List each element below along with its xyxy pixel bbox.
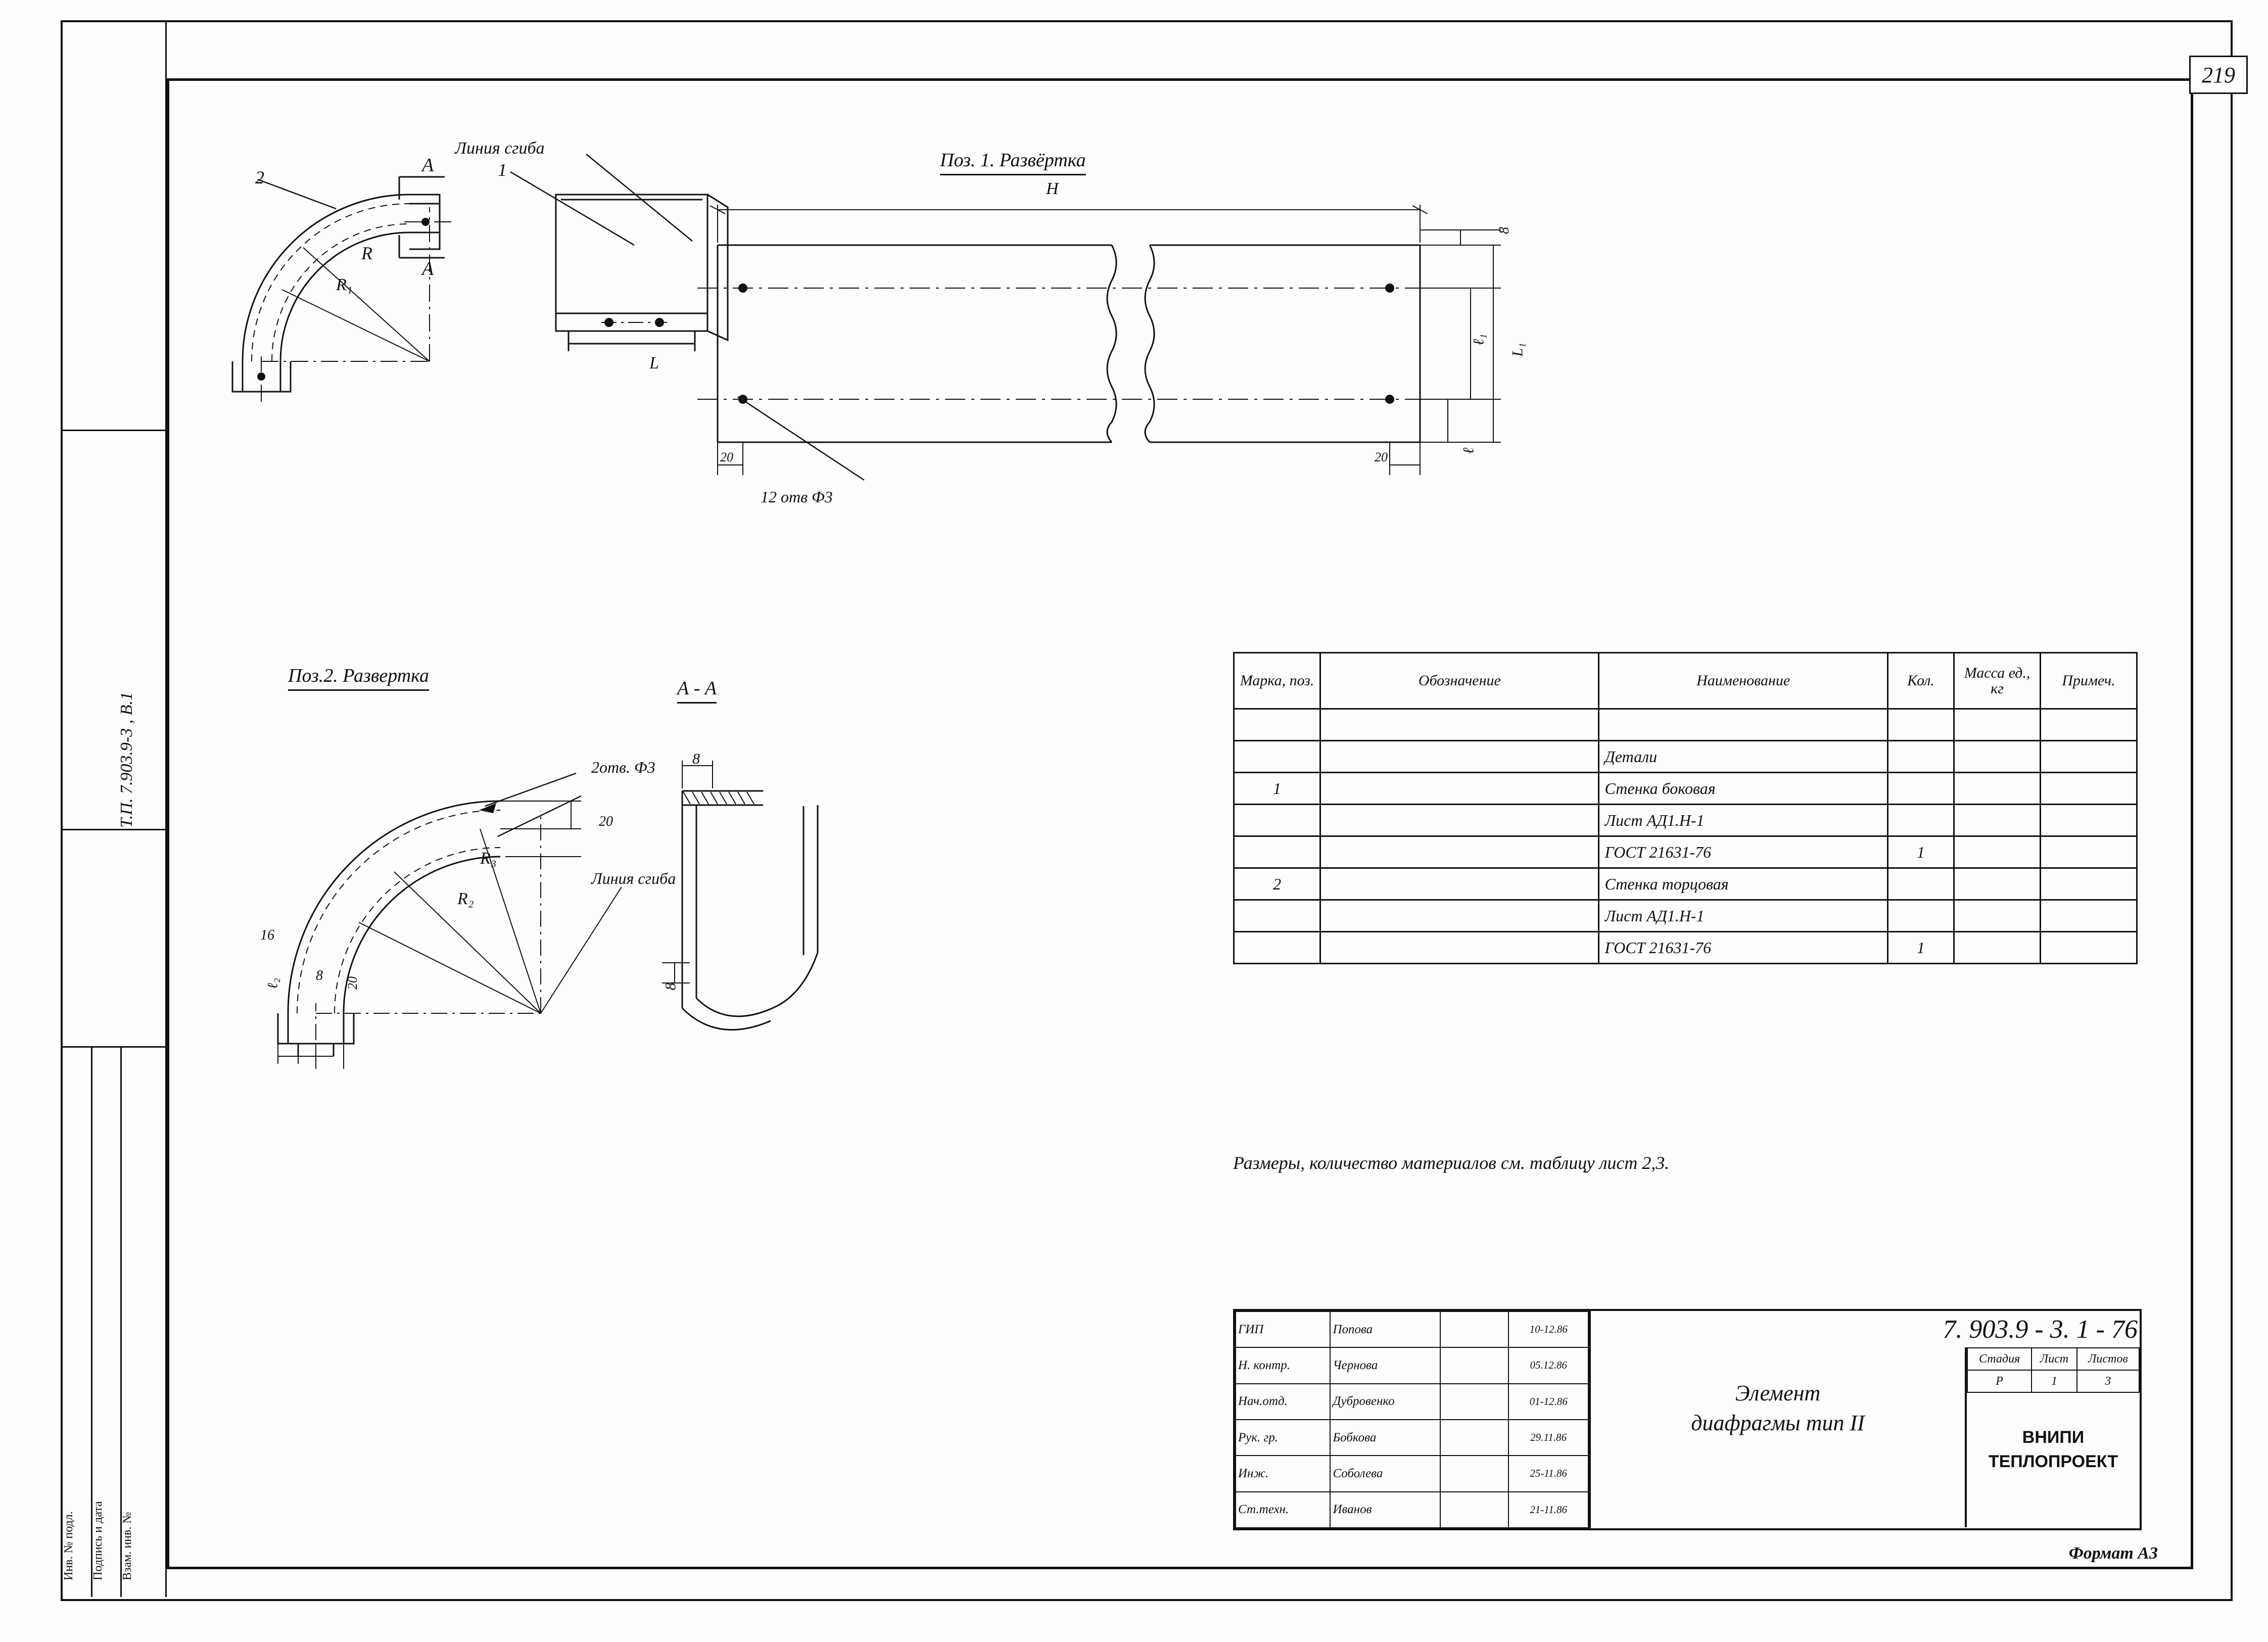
cell-note (2040, 773, 2137, 805)
cell-note (2040, 741, 2137, 773)
th-name: Наименование (1599, 653, 1887, 709)
cell-name: Лист АД1.Н-1 (1599, 805, 1887, 836)
cell-qty (1887, 805, 1954, 836)
cell-mark: 2 (1234, 868, 1320, 900)
signer-role: ГИП (1236, 1311, 1330, 1347)
cell-note (2040, 805, 2137, 836)
table-header-row (1234, 653, 2137, 709)
dim-20-right: 20 (1375, 450, 1388, 464)
cell-qty (1887, 741, 1954, 773)
title-block-signers (1235, 1311, 1591, 1528)
cell-mark (1234, 709, 1320, 741)
signer-name: Бобкова (1330, 1420, 1440, 1456)
organization (1967, 1410, 2140, 1490)
cell-name: Детали (1599, 741, 1887, 773)
cell-qty (1887, 900, 1954, 932)
cell-designation (1320, 932, 1599, 964)
cell-qty: 1 (1887, 836, 1954, 868)
left-stamp-col-3: Взам. инв. № (121, 1512, 134, 1580)
th-qty: Кол. (1887, 653, 1954, 709)
signer-row (1236, 1384, 1588, 1420)
dim-20-small: 20 (345, 976, 360, 990)
dim-H: H (1046, 179, 1059, 198)
dim-20-mid: 20 (599, 814, 613, 829)
signer-date: 05.12.86 (1508, 1347, 1588, 1383)
signer-signature (1440, 1311, 1509, 1347)
parts-table (1233, 652, 2138, 964)
signer-date: 01-12.86 (1508, 1384, 1588, 1420)
cell-note (2040, 932, 2137, 964)
signer-row (1236, 1420, 1588, 1456)
cell-mark: 1 (1234, 773, 1320, 805)
cell-designation (1320, 836, 1599, 868)
format-label: Формат А3 (2068, 1544, 2158, 1563)
cell-mass (1954, 932, 2041, 964)
cell-qty (1887, 868, 1954, 900)
cell-designation (1320, 868, 1599, 900)
organization-line2: ТЕПЛОПРОЕКТ (1988, 1452, 2118, 1471)
signer-signature (1440, 1456, 1509, 1491)
signer-name: Чернова (1330, 1347, 1440, 1383)
dim-R3: R₃ (480, 849, 497, 868)
cell-mark (1234, 741, 1320, 773)
cell-designation (1320, 805, 1599, 836)
left-stamp-col-2: Подпись и дата (91, 1501, 105, 1580)
table-row (1234, 773, 2137, 805)
signer-signature (1440, 1492, 1509, 1528)
table-row (1234, 805, 2137, 836)
cell-qty: 1 (1887, 932, 1954, 964)
dim-L1: L₁ (1509, 343, 1526, 357)
dim-8-section-top: 8 (692, 750, 700, 767)
cell-mark (1234, 900, 1320, 932)
cell-name: Лист АД1.Н-1 (1599, 900, 1887, 932)
signer-signature (1440, 1347, 1509, 1383)
cell-mass (1954, 868, 2041, 900)
signer-row (1236, 1311, 1588, 1347)
holes-note-2: 2отв. Ф3 (591, 758, 655, 776)
signer-date: 29.11.86 (1508, 1420, 1588, 1456)
cell-designation (1320, 900, 1599, 932)
title-block (1233, 1309, 2142, 1530)
cell-mass (1954, 836, 2041, 868)
cell-designation (1320, 741, 1599, 773)
drawing-title (1591, 1347, 1965, 1469)
cell-name: Стенка боковая (1599, 773, 1887, 805)
section-mark-bottom: А (422, 258, 434, 279)
table-row (1234, 932, 2137, 964)
signer-name: Дубровенко (1330, 1384, 1440, 1420)
table-row (1234, 709, 2137, 741)
cell-mark (1234, 836, 1320, 868)
signer-name: Соболева (1330, 1456, 1440, 1491)
dim-R1: R₁ (336, 275, 353, 294)
signer-row (1236, 1456, 1588, 1491)
cell-mass (1954, 900, 2041, 932)
cell-mass (1954, 709, 2041, 741)
cell-designation (1320, 709, 1599, 741)
dim-R: R (361, 243, 372, 263)
cell-mark (1234, 805, 1320, 836)
pos1-title: Поз. 1. Развёртка (940, 149, 1086, 175)
drawing-canvas (167, 78, 2188, 1564)
page-number: 219 (2189, 56, 2248, 94)
dim-8-section-left: 8 (662, 982, 679, 991)
signer-row (1236, 1492, 1588, 1528)
drawing-title-line1: Элемент (1735, 1380, 1821, 1405)
holes-note: 12 отв Ф3 (761, 488, 833, 506)
cell-note (2040, 868, 2137, 900)
section-mark-top: А (422, 155, 434, 176)
signer-name: Иванов (1330, 1492, 1440, 1528)
cell-qty (1887, 773, 1954, 805)
status-value-sheets: 3 (2077, 1370, 2139, 1392)
cell-note (2040, 709, 2137, 741)
status-header-sheet: Лист (2031, 1348, 2077, 1370)
table-row (1234, 836, 2137, 868)
cell-mass (1954, 805, 2041, 836)
bend-line-label: Линия сгиба (455, 139, 545, 158)
cell-mass (1954, 773, 2041, 805)
dim-l2: ℓ₂ (265, 978, 281, 989)
signer-role: Рук. гр. (1236, 1420, 1330, 1456)
cell-mass (1954, 741, 2041, 773)
cell-note (2040, 900, 2137, 932)
signer-signature (1440, 1384, 1509, 1420)
status-header-row (1967, 1348, 2139, 1370)
dim-l: ℓ (1460, 447, 1477, 454)
callout-1: 1 (498, 160, 507, 180)
left-stamp-code: Т.П. 7.903.9-3 , В.1 (117, 692, 136, 828)
organization-line1: ВНИПИ (2022, 1428, 2085, 1447)
th-designation: Обозначение (1320, 653, 1599, 709)
cell-mark (1234, 932, 1320, 964)
signer-date: 25-11.86 (1508, 1456, 1588, 1491)
signer-role: Инж. (1236, 1456, 1330, 1491)
cell-name: Стенка торцовая (1599, 868, 1887, 900)
cell-designation (1320, 773, 1599, 805)
dim-8-top: 8 (1496, 227, 1512, 234)
cell-name (1599, 709, 1887, 741)
table-row (1234, 741, 2137, 773)
table-row (1234, 900, 2137, 932)
dim-l1: ℓ₁ (1470, 334, 1487, 346)
cell-name: ГОСТ 21631-76 (1599, 836, 1887, 868)
cell-name: ГОСТ 21631-76 (1599, 932, 1887, 964)
signer-row (1236, 1347, 1588, 1383)
dim-L: L (649, 354, 659, 372)
section-aa-title: А - А (677, 677, 717, 703)
dim-R2: R₂ (457, 889, 474, 908)
signer-name: Попова (1330, 1311, 1440, 1347)
th-mass: Масса ед., кг (1954, 653, 2041, 709)
materials-note: Размеры, количество материалов см. таблицу лист 2,3. (1233, 1153, 1670, 1173)
bend-line-label-2: Линия сгиба (591, 869, 676, 887)
cell-qty (1887, 709, 1954, 741)
table-row (1234, 868, 2137, 900)
th-mark: Марка, поз. (1234, 653, 1320, 709)
signer-signature (1440, 1420, 1509, 1456)
drawing-title-line2: диафрагмы тип II (1691, 1411, 1865, 1435)
signer-role: Н. контр. (1236, 1347, 1330, 1383)
left-stamp-column (61, 20, 167, 1597)
callout-2: 2 (255, 167, 264, 187)
signer-date: 21-11.86 (1508, 1492, 1588, 1528)
status-value-sheet: 1 (2031, 1370, 2077, 1392)
status-value-row (1967, 1370, 2139, 1392)
signer-date: 10-12.86 (1508, 1311, 1588, 1347)
dim-16: 16 (260, 927, 274, 943)
left-stamp-col-1: Инв. № подл. (62, 1511, 75, 1580)
status-header-sheets: Листов (2077, 1348, 2139, 1370)
pos2-title: Поз.2. Развертка (288, 665, 429, 691)
signer-role: Ст.техн. (1236, 1492, 1330, 1528)
dim-20-left: 20 (720, 450, 733, 464)
status-value-stage: Р (1967, 1370, 2031, 1392)
status-header-stage: Стадия (1967, 1348, 2031, 1370)
th-note: Примеч. (2040, 653, 2137, 709)
cell-note (2040, 836, 2137, 868)
dim-8-lower: 8 (316, 968, 323, 983)
signer-role: Нач.отд. (1236, 1384, 1330, 1420)
drawing-code: 7. 903.9 - 3. 1 - 76 (1943, 1315, 2138, 1344)
